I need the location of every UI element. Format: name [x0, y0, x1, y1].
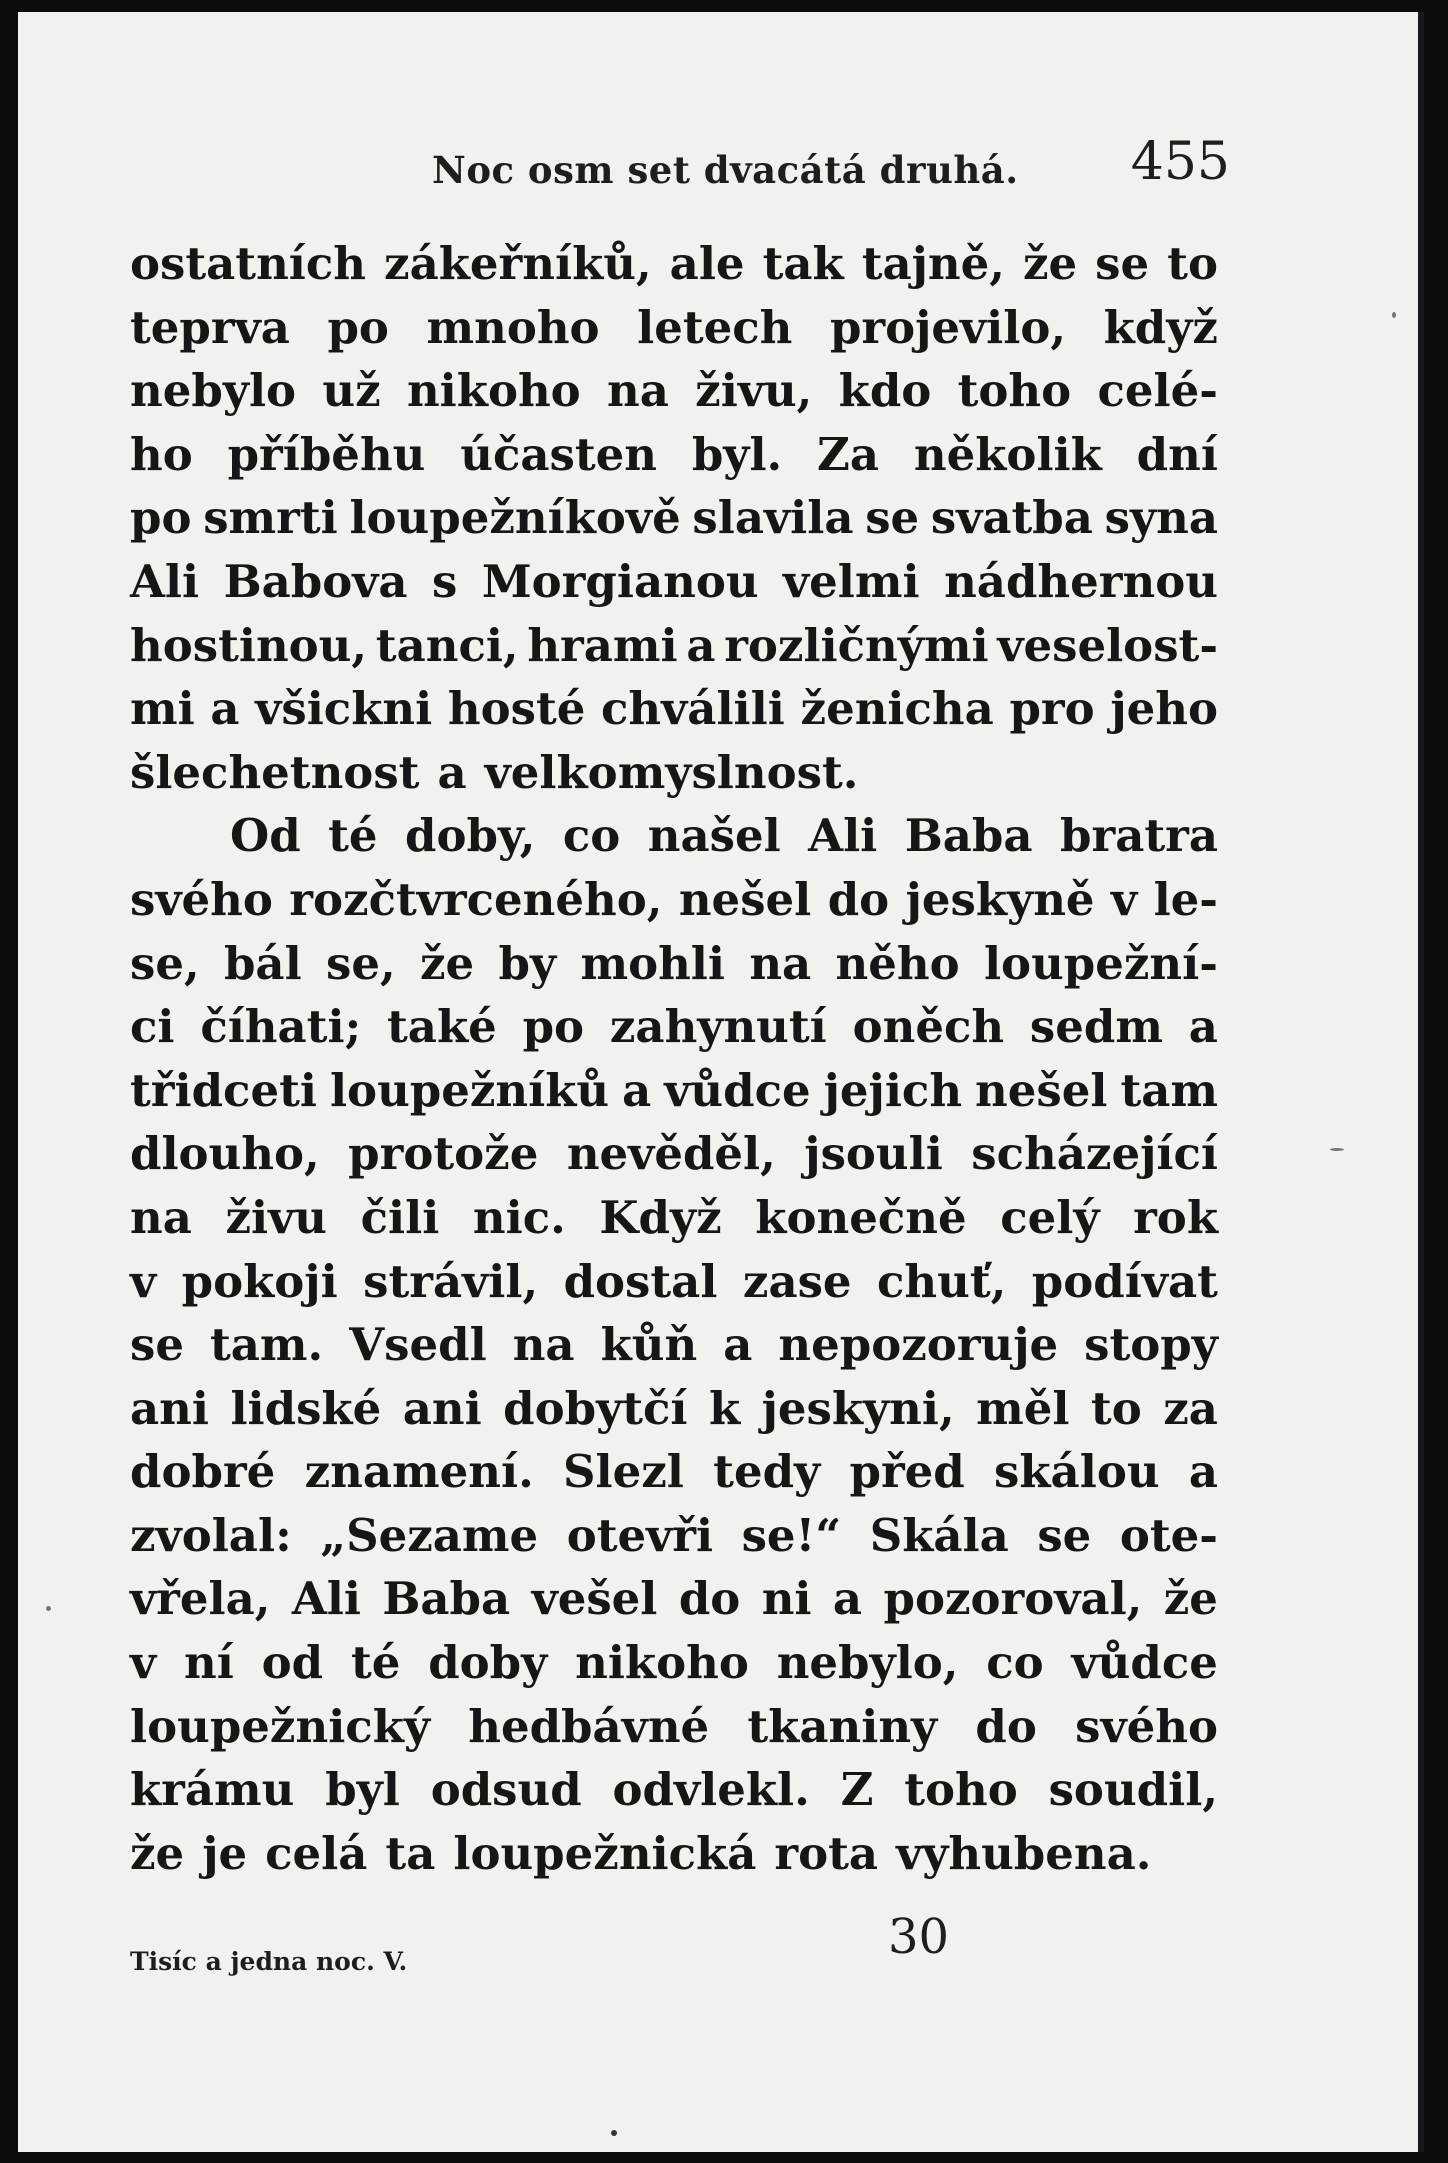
word: tam.	[209, 1318, 324, 1372]
word: ci	[130, 1000, 175, 1054]
word: v	[130, 1254, 157, 1308]
word: ote-	[1119, 1508, 1218, 1562]
word: ni	[761, 1572, 812, 1626]
text-line	[130, 423, 1218, 487]
word: se	[130, 1318, 184, 1372]
word: ani	[130, 1381, 209, 1435]
text-line	[130, 359, 1218, 423]
word: loupežníkově	[349, 491, 681, 545]
word: svého	[130, 872, 273, 926]
word: se	[1037, 1508, 1092, 1562]
print-speck	[1392, 312, 1396, 318]
word: pozoroval,	[883, 1572, 1143, 1626]
word: letech	[637, 300, 793, 354]
word: také	[387, 1000, 497, 1054]
word: několik	[913, 427, 1102, 481]
word: mohli	[580, 936, 725, 990]
word: čili	[360, 1190, 440, 1244]
word: kdo	[838, 364, 932, 418]
word: byl	[325, 1763, 400, 1817]
word: hedbávné	[468, 1699, 710, 1753]
word: se	[1095, 237, 1150, 290]
word: že	[419, 936, 475, 990]
word: celá	[265, 1826, 368, 1880]
word: celý	[1000, 1190, 1100, 1244]
word: se!“	[741, 1508, 842, 1562]
word: teprva	[130, 300, 290, 354]
word: toho	[957, 364, 1072, 418]
word: nebylo	[130, 364, 297, 418]
word: lidské	[230, 1381, 382, 1435]
word: na	[130, 1190, 192, 1244]
word: odsud	[430, 1763, 582, 1817]
word: skálou	[994, 1445, 1160, 1499]
word: nevěděl,	[566, 1127, 776, 1181]
word: tanci,	[375, 618, 519, 672]
word: je	[202, 1826, 248, 1880]
word: dlouho,	[130, 1127, 320, 1181]
word: Baba	[382, 1572, 511, 1626]
running-head	[130, 128, 1230, 202]
word: rota	[774, 1826, 879, 1880]
page-content	[130, 128, 1230, 1976]
word: velkomyslnost.	[484, 745, 859, 799]
word: by	[498, 936, 557, 990]
word: nešel	[678, 872, 812, 926]
word: rok	[1133, 1190, 1218, 1244]
text-line	[130, 1377, 1218, 1441]
word: chuť,	[877, 1254, 1007, 1308]
word: zase	[742, 1254, 852, 1308]
word: rozličnými	[724, 618, 989, 672]
word: po	[130, 491, 192, 545]
word: „Sezame	[320, 1508, 539, 1562]
print-speck	[611, 2130, 617, 2136]
word: vůdce	[664, 1063, 811, 1117]
word: našel	[647, 809, 781, 863]
text-line	[130, 1758, 1218, 1822]
word: a	[832, 1572, 863, 1626]
word: a	[723, 1318, 753, 1372]
word: sedm	[1029, 1000, 1163, 1054]
word: na	[512, 1318, 575, 1372]
word: tajně,	[861, 237, 1005, 290]
paragraph-1	[130, 232, 1218, 804]
word: ani	[402, 1381, 482, 1435]
word: bratra	[1060, 809, 1218, 863]
word: nešel	[975, 1063, 1108, 1117]
word: celé-	[1097, 364, 1218, 418]
text-line	[130, 614, 1218, 678]
word: nádhernou	[944, 554, 1218, 608]
paragraph-2	[130, 804, 1218, 1885]
signature-mark: Tisíc a jedna noc. V.	[130, 1947, 408, 1976]
word: zahynutí	[609, 1000, 827, 1054]
word: jejich	[823, 1063, 963, 1117]
text-line	[130, 1186, 1218, 1250]
page-footer	[130, 1909, 1218, 1989]
word: smrti	[203, 491, 338, 545]
word: vyhubena.	[896, 1826, 1152, 1880]
text-line	[130, 995, 1218, 1059]
text-line	[130, 1313, 1218, 1377]
print-speck	[46, 1606, 51, 1611]
word: co	[986, 1636, 1044, 1690]
word: jeskyni,	[761, 1381, 955, 1435]
word: Vsedl	[349, 1318, 487, 1372]
word: Od	[230, 809, 301, 863]
word: od	[261, 1636, 324, 1690]
word: nikoho	[406, 364, 581, 418]
word: byl.	[691, 427, 783, 481]
word: pokoji	[181, 1254, 338, 1308]
text-line	[130, 486, 1218, 550]
word: jsouli	[804, 1127, 943, 1181]
word: ženicha	[800, 682, 994, 736]
word: otevři	[566, 1508, 714, 1562]
word: strávil,	[363, 1254, 539, 1308]
text-line	[130, 677, 1218, 741]
word: Baba	[904, 809, 1033, 863]
word: velmi	[783, 554, 920, 608]
word: dní	[1136, 427, 1218, 481]
word: Skála	[869, 1508, 1009, 1562]
word: le-	[1153, 872, 1218, 926]
word: zákeřníků,	[384, 237, 652, 290]
word: kůň	[600, 1318, 698, 1372]
word: měl	[976, 1381, 1070, 1435]
print-speck	[1330, 1148, 1344, 1151]
word: na	[749, 936, 812, 990]
word: tedy	[713, 1445, 821, 1499]
word: co	[562, 809, 621, 863]
word: jeskyně	[905, 872, 1095, 926]
book-page	[18, 12, 1424, 2152]
word: krámu	[130, 1763, 295, 1817]
word: toho	[904, 1763, 1018, 1817]
word: znamení.	[304, 1445, 534, 1499]
word: nebylo,	[776, 1636, 959, 1690]
word: hosté	[447, 682, 586, 736]
word: za	[1163, 1381, 1218, 1435]
word: dobytčí	[503, 1381, 688, 1435]
word: že	[130, 1826, 185, 1880]
word: v	[1110, 872, 1138, 926]
word: po	[522, 1000, 585, 1054]
word: Ali	[808, 809, 878, 863]
text-line	[130, 1122, 1218, 1186]
word: živu	[225, 1190, 327, 1244]
word: nikoho	[575, 1636, 749, 1690]
word: když	[1103, 300, 1218, 354]
word: bál	[223, 936, 302, 990]
page-number: 455	[1130, 132, 1230, 192]
word: s	[432, 554, 458, 608]
word: na	[607, 364, 669, 418]
text-line	[130, 1567, 1218, 1631]
word: té	[328, 809, 378, 863]
word: a	[437, 745, 467, 799]
word: mi	[130, 682, 195, 736]
word: živu,	[695, 364, 813, 418]
text-line	[130, 1631, 1218, 1695]
word: Když	[599, 1190, 722, 1244]
text-line	[130, 1440, 1218, 1504]
word: po	[327, 300, 389, 354]
word: všickni	[255, 682, 433, 736]
word: doby	[428, 1636, 548, 1690]
word: svého	[1075, 1699, 1218, 1753]
word: Ali	[130, 554, 200, 608]
word: k	[708, 1381, 741, 1435]
word: ostatních	[130, 237, 367, 290]
word: Ali	[291, 1572, 361, 1626]
word: loupežnický	[130, 1699, 431, 1753]
word: ale	[669, 237, 745, 290]
word: do	[827, 872, 890, 926]
word: svatba	[930, 491, 1093, 545]
word: a	[1188, 1445, 1218, 1499]
word: odvlekl.	[612, 1763, 810, 1817]
word: protože	[348, 1127, 539, 1181]
word: vůdce	[1071, 1636, 1218, 1690]
word: doby,	[405, 809, 536, 863]
signature-number: 30	[888, 1909, 950, 1965]
word: Z	[840, 1763, 874, 1817]
word: příběhu	[227, 427, 426, 481]
word: Morgianou	[481, 554, 759, 608]
word: syna	[1104, 491, 1218, 545]
text-line	[130, 804, 1218, 868]
word: se,	[326, 936, 396, 990]
word: stopy	[1084, 1318, 1218, 1372]
word: projevilo,	[829, 300, 1067, 354]
text-line	[130, 1504, 1218, 1568]
word: pro	[1009, 682, 1095, 736]
word: nepozoruje	[778, 1318, 1059, 1372]
text-line	[130, 296, 1218, 360]
word: něho	[835, 936, 960, 990]
word: to	[1167, 237, 1218, 290]
text-line	[130, 232, 1218, 296]
word: Slezl	[563, 1445, 684, 1499]
word: se,	[130, 936, 200, 990]
text-line	[130, 1822, 1218, 1886]
word: že	[1022, 237, 1078, 290]
word: té	[350, 1636, 401, 1690]
word: ní	[183, 1636, 234, 1690]
text-line	[130, 741, 1218, 805]
body-text	[130, 232, 1218, 1885]
word: a	[622, 1063, 652, 1117]
word: ta	[385, 1826, 436, 1880]
word: a	[210, 682, 240, 736]
word: do	[975, 1699, 1037, 1753]
word: už	[322, 364, 381, 418]
word: veselost-	[997, 618, 1218, 672]
word: dostal	[563, 1254, 718, 1308]
word: vřela,	[130, 1572, 271, 1626]
word: Babova	[223, 554, 408, 608]
text-line	[130, 932, 1218, 996]
word: Za	[817, 427, 880, 481]
word: vešel	[531, 1572, 658, 1626]
word: že	[1163, 1572, 1218, 1626]
word: šlechetnost	[130, 745, 420, 799]
word: scházející	[971, 1127, 1218, 1181]
word: tak	[762, 237, 844, 290]
word: ho	[130, 427, 193, 481]
word: a	[1188, 1000, 1218, 1054]
word: číhati;	[200, 1000, 362, 1054]
text-line	[130, 1250, 1218, 1314]
word: soudil,	[1048, 1763, 1218, 1817]
word: nic.	[472, 1190, 566, 1244]
text-line	[130, 1695, 1218, 1759]
word: hrami	[527, 618, 678, 672]
word: tam	[1120, 1063, 1218, 1117]
word: zvolal:	[130, 1508, 292, 1562]
word: do	[678, 1572, 741, 1626]
word: hostinou,	[130, 618, 368, 672]
text-line	[130, 1059, 1218, 1123]
text-line	[130, 868, 1218, 932]
word: před	[849, 1445, 965, 1499]
word: to	[1090, 1381, 1142, 1435]
word: rozčtvrceného,	[289, 872, 663, 926]
word: oněch	[852, 1000, 1005, 1054]
word: v	[130, 1636, 157, 1690]
word: loupežní-	[983, 936, 1218, 990]
word: podívat	[1031, 1254, 1218, 1308]
word: se	[865, 491, 920, 545]
word: účasten	[460, 427, 657, 481]
word: chválili	[601, 682, 785, 736]
running-title: Noc osm set dvacátá druhá.	[432, 148, 1019, 192]
text-line	[130, 550, 1218, 614]
word: jeho	[1110, 682, 1218, 736]
word: tkaniny	[747, 1699, 938, 1753]
word: loupežnická	[453, 1826, 757, 1880]
word: a	[686, 618, 716, 672]
word: mnoho	[426, 300, 600, 354]
word: třidceti	[130, 1063, 317, 1117]
word: dobré	[130, 1445, 276, 1499]
word: slavila	[692, 491, 854, 545]
word: konečně	[755, 1190, 967, 1244]
word: loupežníků	[329, 1063, 610, 1117]
